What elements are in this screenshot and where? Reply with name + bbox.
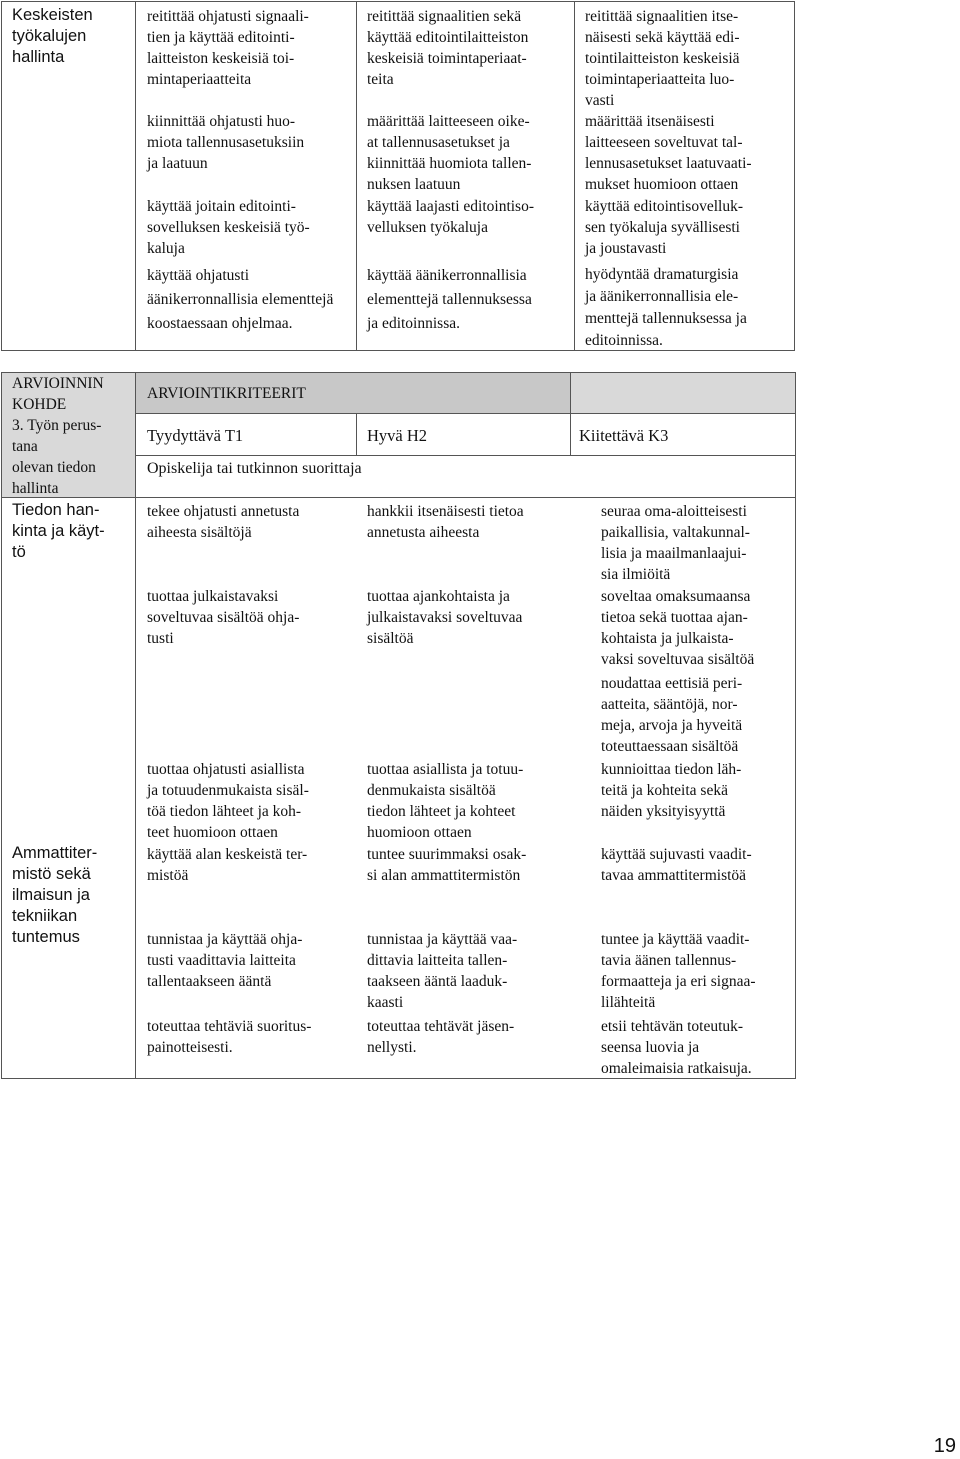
criteria-header: ARVIOINTIKRITEERIT [147, 385, 306, 402]
k3-criterion: reitittää signaalitien itse- näisesti sekä käyttää edi- tointilaitteiston keskeisiä toimintaperiaatteita luo- vasti [585, 8, 740, 109]
t1-criterion: reitittää ohjatusti signaali- tien ja käyttää editointi- laitteiston keskeisiä toi- mintaperiaatteita [147, 8, 309, 88]
t1-criterion: tuottaa julkaistavaksi soveltuvaa sisältöä ohja- tusti [147, 588, 300, 647]
criteria-header-bg-light [570, 373, 795, 413]
top-table [1, 1, 795, 351]
h2-criterion: määrittää laitteeseen oike- at tallennusasetukset ja kiinnittää huomiota tallen- nuksen laatuun [367, 113, 532, 193]
t1-criterion: tekee ohjatusti annetusta aiheesta sisältöjä [147, 503, 300, 541]
h2-criterion: toteuttaa tehtävät jäsen- nellysti. [367, 1018, 515, 1056]
h2-criterion: käyttää laajasti editointiso- velluksen työkaluja [367, 198, 535, 236]
h2-criterion: käyttää äänikerronnallisia elementtejä tallennuksessa ja editoinnissa. [367, 267, 532, 332]
page-number: 19 [933, 1435, 956, 1457]
h2-criterion: tuottaa asiallista ja totuu- denmukaista sisältöä tiedon lähteet ja kohteet huomioon ottaen [367, 761, 524, 841]
h2-criterion: hankkii itsenäisesti tietoa annetusta aiheesta [367, 503, 524, 541]
t1-criterion: tunnistaa ja käyttää ohja- tusti vaadittavia laitteita tallentaakseen ääntä [147, 931, 303, 990]
grade-k3: Kiitettävä K3 [579, 426, 669, 445]
t1-criterion: käyttää joitain editointi- sovelluksen keskeisiä työ- kaluja [147, 198, 310, 257]
k3-criterion: noudattaa eettisiä peri- aatteita, sääntöjä, nor- meja, arvoja ja hyveitä toteuttaessaan sisältöä [601, 675, 743, 755]
t1-criterion: kiinnittää ohjatusti huo- miota tallennusasetuksiin ja laatuun [147, 113, 305, 172]
t1-criterion: tuottaa ohjatusti asiallista ja totuudenmukaista sisäl- töä tiedon lähteet ja koh- teet huomioon ottaen [147, 761, 309, 841]
k3-criterion: soveltaa omaksumaansa tietoa sekä tuottaa ajan- kohtaista ja julkaista- vaksi soveltuvaa sisältöä [601, 588, 755, 668]
k3-criterion: etsii tehtävän toteutuk- seensa luovia ja omaleimaisia ratkaisuja. [601, 1018, 752, 1077]
k3-criterion: seuraa oma-aloitteisesti paikallisia, valtakunnal- lisia ja maailmanlaajui- sia ilmiöitä [601, 503, 750, 583]
t1-criterion: käyttää alan keskeistä ter- mistöä [147, 846, 308, 884]
row-label-information: Tiedon han- kinta ja käyt- tö [12, 501, 105, 561]
row-title: Keskeisten työkalujen hallinta [12, 6, 93, 66]
grade-h2: Hyvä H2 [367, 426, 428, 445]
h2-criterion: tuottaa ajankohtaista ja julkaistavaksi soveltuvaa sisältöä [367, 588, 523, 647]
bottom-table [1, 372, 796, 1079]
k3-criterion: kunnioittaa tiedon läh- teitä ja kohteita sekä näiden yksityisyyttä [601, 761, 742, 820]
subject-line: Opiskelija tai tutkinnon suorittaja [147, 460, 362, 477]
h2-criterion: reitittää signaalitien sekä käyttää editointilaitteiston keskeisiä toimintaperiaat- teita [367, 8, 529, 88]
row-label-terminology: Ammattiter- mistö sekä ilmaisun ja tekniikan tuntemus [12, 844, 98, 946]
t1-criterion: käyttää ohjatusti äänikerronnallisia elementtejä koostaessaan ohjelmaa. [147, 267, 334, 332]
k3-criterion: käyttää editointisovelluk- sen työkaluja syvällisesti ja joustavasti [585, 198, 743, 257]
h2-criterion: tuntee suurimmaksi osak- si alan ammattitermistön [367, 846, 527, 884]
k3-criterion: määrittää itsenäisesti laitteeseen soveltuvat tal- lennusasetukset laatuvaati- mukset huomioon ottaen [585, 113, 752, 193]
assessment-target-header: ARVIOINNIN KOHDE 3. Työn perus- tana olevan tiedon hallinta [12, 375, 104, 497]
t1-criterion: toteuttaa tehtäviä suoritus- painotteisesti. [147, 1018, 312, 1056]
h2-criterion: tunnistaa ja käyttää vaa- dittavia laitteita tallen- taakseen ääntä laaduk- kaasti [367, 931, 518, 1011]
k3-criterion: käyttää sujuvasti vaadit- tavaa ammattitermistöä [601, 846, 752, 884]
grade-t1: Tyydyttävä T1 [147, 426, 244, 445]
k3-criterion: tuntee ja käyttää vaadit- tavia äänen tallennus- formaatteja ja eri signaa- lilähteitä [601, 931, 756, 1011]
k3-criterion: hyödyntää dramaturgisia ja äänikerronnallisia ele- menttejä tallennuksessa ja editoinnissa. [585, 266, 747, 349]
